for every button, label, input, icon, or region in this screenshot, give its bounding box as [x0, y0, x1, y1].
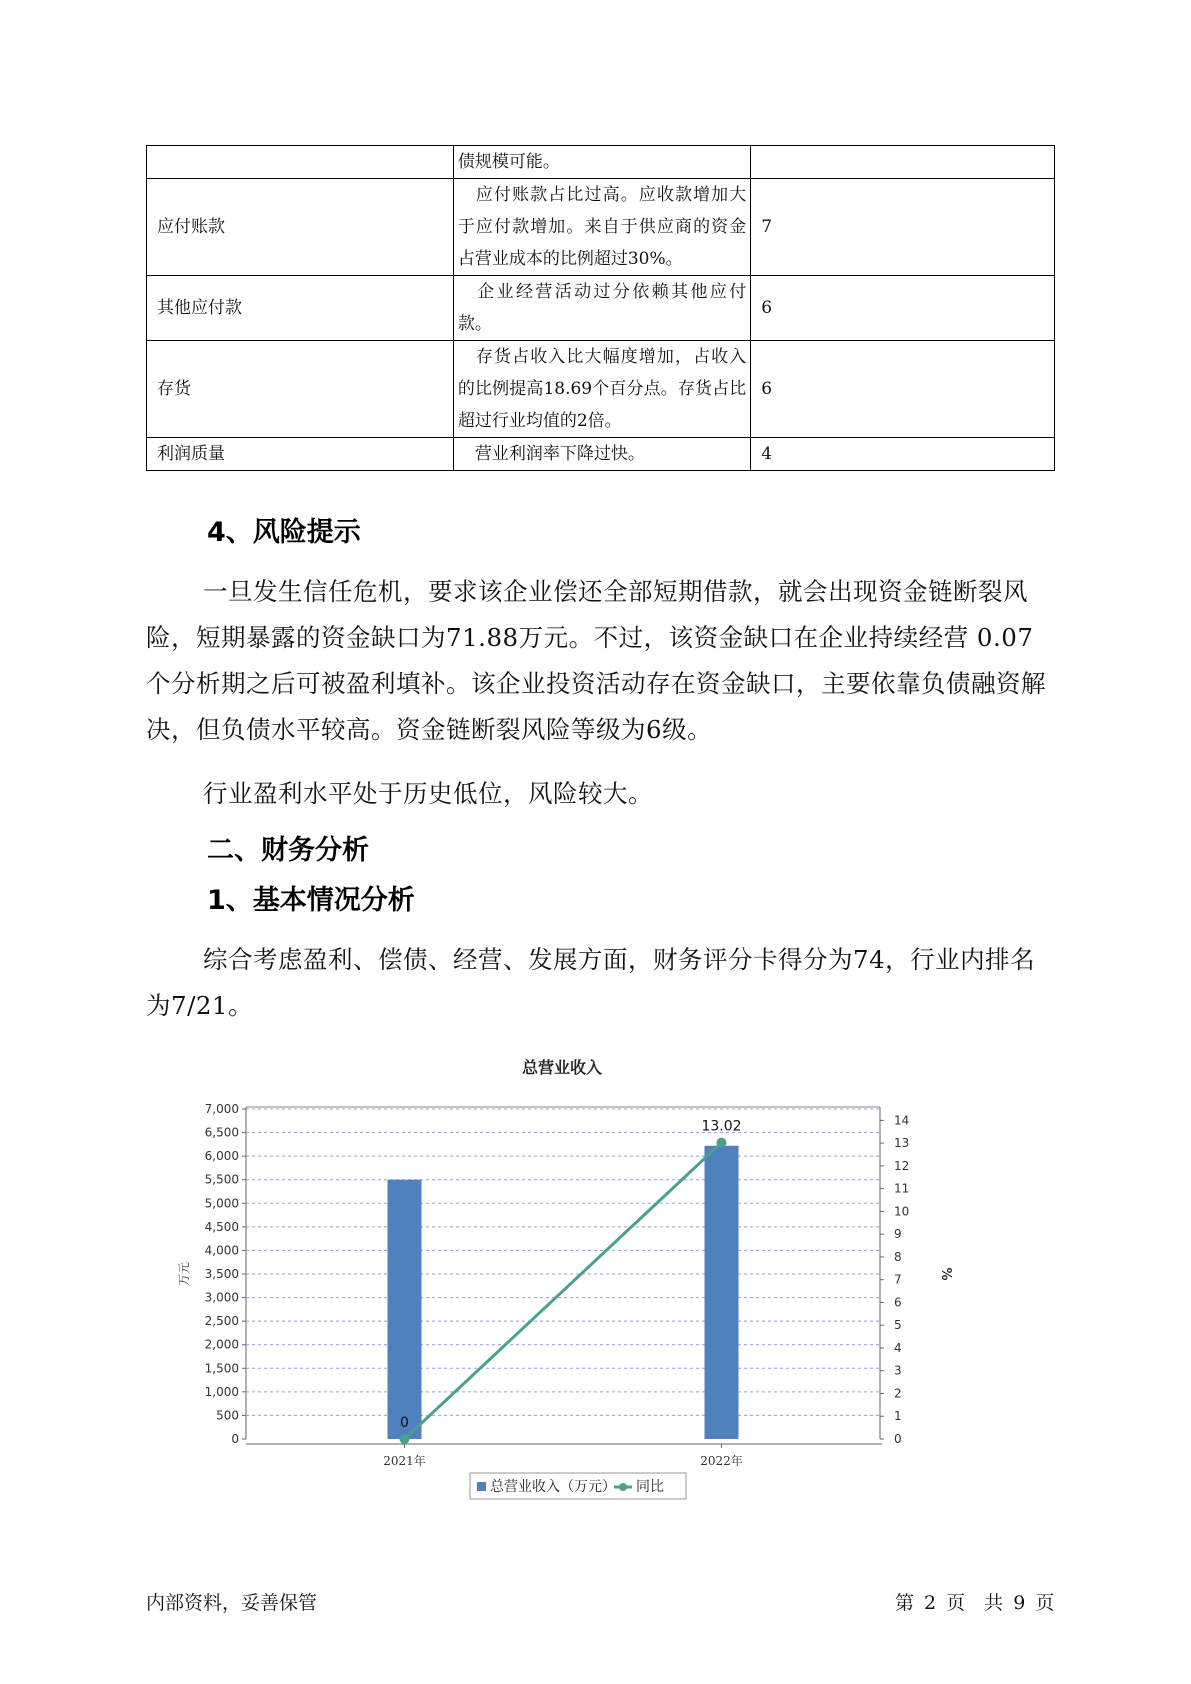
table-cell-score: 4	[751, 438, 1055, 471]
y2-tick-label: 14	[894, 1113, 910, 1128]
score-paragraph: 综合考虑盈利、偿债、经营、发展方面，财务评分卡得分为74，行业内排名为7/21。	[146, 945, 1036, 1020]
y-tick-label: 500	[216, 1408, 239, 1423]
table-cell-desc: 存货占收入比大幅度增加，占收入的比例提高18.69个百分点。存货占比超过行业均值的2倍。	[453, 341, 750, 438]
y-tick-label: 4,000	[204, 1243, 239, 1258]
table-row	[147, 341, 1055, 438]
y2-tick-label: 8	[894, 1249, 902, 1264]
y2-tick-label: 6	[894, 1295, 902, 1310]
industry-paragraph: 行业盈利水平处于历史低位，风险较大。	[203, 779, 653, 808]
y-tick-label: 6,500	[204, 1125, 239, 1140]
yoy-line	[405, 1143, 722, 1439]
revenue-bar	[705, 1146, 739, 1439]
footer-confidential: 内部资料，妥善保管	[146, 1592, 318, 1614]
y2-axis-label: %	[938, 1267, 953, 1281]
y2-tick-label: 3	[894, 1363, 902, 1378]
y-tick-label: 1,000	[204, 1384, 239, 1399]
y-axis-label: 万元	[177, 1261, 191, 1287]
yoy-data-label: 13.02	[701, 1118, 742, 1135]
y-tick-label: 2,000	[204, 1337, 239, 1352]
y-tick-label: 5,500	[204, 1172, 239, 1187]
table-row	[147, 179, 1055, 276]
table-row	[147, 276, 1055, 341]
table-cell-item: 应付账款	[147, 179, 454, 276]
table-row	[147, 438, 1055, 471]
table-cell-score: 7	[751, 179, 1055, 276]
y2-tick-label: 11	[894, 1181, 910, 1196]
table-cell-item: 存货	[147, 341, 454, 438]
yoy-point	[717, 1138, 727, 1148]
footer-page-number: 第 2 页 共 9 页	[895, 1592, 1055, 1614]
yoy-data-label: 0	[400, 1415, 409, 1431]
yoy-point	[400, 1434, 410, 1444]
risk-table	[146, 145, 1055, 471]
revenue-bar	[388, 1180, 422, 1439]
y2-tick-label: 1	[894, 1409, 902, 1424]
y2-tick-label: 13	[894, 1136, 910, 1151]
x-tick-label: 2021年	[383, 1454, 426, 1468]
table-cell-score: 6	[751, 341, 1055, 438]
y-tick-label: 2,500	[204, 1314, 239, 1329]
risk-paragraph: 一旦发生信任危机，要求该企业偿还全部短期借款，就会出现资金链断裂风险，短期暴露的资金缺口为71.88万元。不过，该资金缺口在企业持续经营 0.07个分析期之后可被盈利填补。该企业投资活动存在资金缺口，主要依靠负债融资解决，但负债水平较高。资金链断裂风险等级为6级。	[146, 577, 1046, 744]
section-heading-finance: 二、财务分析	[207, 835, 369, 866]
y2-tick-label: 12	[894, 1158, 910, 1173]
table-row	[147, 146, 1055, 179]
revenue-chart-svg	[170, 1055, 1050, 1515]
y2-tick-label: 4	[894, 1340, 902, 1355]
table-cell-item	[147, 146, 454, 179]
table-cell-desc: 营业利润率下降过快。	[453, 438, 750, 471]
x-tick-label: 2022年	[700, 1454, 743, 1468]
y-tick-label: 6,000	[204, 1149, 239, 1164]
y2-tick-label: 5	[894, 1318, 902, 1333]
table-cell-score: 6	[751, 276, 1055, 341]
table-cell-item: 利润质量	[147, 438, 454, 471]
subsection-heading-basic: 1、基本情况分析	[207, 885, 415, 916]
table-cell-score	[751, 146, 1055, 179]
chart-title: 总营业收入	[521, 1058, 603, 1077]
legend-swatch-yoy-dot	[619, 1483, 627, 1491]
legend-swatch-revenue	[477, 1482, 486, 1491]
table-cell-desc: 应付账款占比过高。应收款增加大于应付款增加。来自于供应商的资金占营业成本的比例超过30%。	[453, 179, 750, 276]
table-cell-desc: 债规模可能。	[453, 146, 750, 179]
table-cell-desc: 企业经营活动过分依赖其他应付款。	[453, 276, 750, 341]
revenue-chart	[170, 1055, 1050, 1515]
y2-tick-label: 10	[894, 1204, 910, 1219]
y-tick-label: 3,500	[204, 1267, 239, 1281]
table-cell-item: 其他应付款	[147, 276, 454, 341]
y-tick-label: 0	[231, 1432, 239, 1446]
y2-tick-label: 0	[894, 1432, 902, 1446]
y-tick-label: 1,500	[204, 1361, 239, 1376]
y-tick-label: 7,000	[204, 1102, 239, 1116]
y-tick-label: 4,500	[204, 1219, 239, 1234]
legend-label-yoy: 同比	[636, 1479, 664, 1495]
y-tick-label: 5,000	[204, 1196, 239, 1211]
y-tick-label: 3,000	[204, 1290, 239, 1305]
y2-tick-label: 7	[894, 1272, 902, 1287]
y2-tick-label: 9	[894, 1227, 902, 1242]
section-heading-risk: 4、风险提示	[207, 517, 361, 548]
legend-label-revenue: 总营业收入（万元）	[490, 1479, 616, 1495]
y2-tick-label: 2	[894, 1386, 902, 1401]
